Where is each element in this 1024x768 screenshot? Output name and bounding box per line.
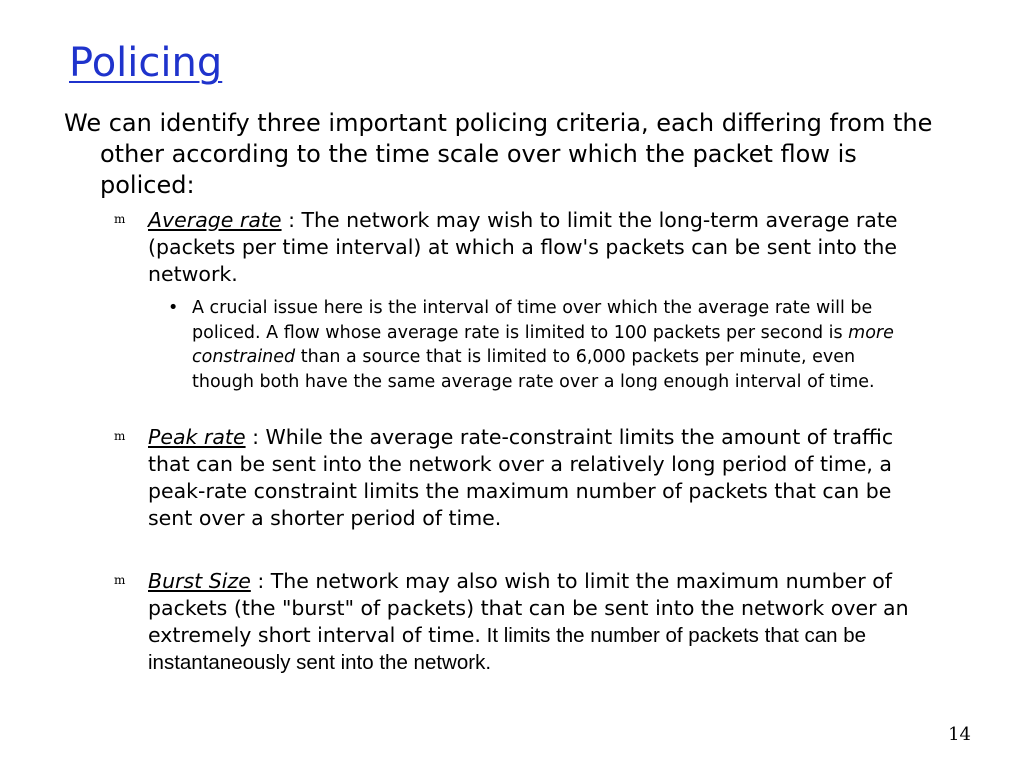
intro-paragraph: We can identify three important policing criteria, each differing from the other according to the time scale over which the packet flow is policed: bbox=[64, 109, 933, 199]
sub-bullet-text-post: than a source that is limited to 6,000 packets per minute, even though both have the same average rate over a long enough interval of time. bbox=[192, 347, 875, 392]
burst-size-description-tail: It limits the number of packets that can be instantaneously sent into the network. bbox=[148, 624, 867, 674]
bullet-marker: m bbox=[114, 212, 126, 226]
criterion-average-rate bbox=[114, 207, 918, 288]
bullet-marker: m bbox=[114, 573, 126, 587]
sub-bullet-text-pre: A crucial issue here is the interval of time over which the average rate will be policed. A flow whose average rate is limited to 100 packets per second is bbox=[192, 298, 873, 343]
slide-title: Policing bbox=[69, 40, 223, 86]
criterion-peak-rate bbox=[114, 424, 918, 532]
sub-bullet-marker: • bbox=[168, 298, 179, 318]
sub-bullet-emphasis: more constrained bbox=[192, 322, 894, 367]
average-rate-description: : The network may wish to limit the long-term average rate (packets per time interval) at which a flow's packets can be sent into the network. bbox=[148, 208, 898, 286]
sub-bullet-average-rate bbox=[168, 296, 907, 394]
term-peak-rate: Peak rate bbox=[148, 425, 246, 449]
term-burst-size: Burst Size bbox=[148, 569, 251, 593]
term-average-rate: Average rate bbox=[148, 208, 282, 232]
page-number: 14 bbox=[948, 724, 971, 745]
criterion-burst-size bbox=[114, 568, 918, 676]
bullet-marker: m bbox=[114, 429, 126, 443]
peak-rate-description: : While the average rate-constraint limits the amount of traffic that can be sent into the network over a relatively long period of time, a peak-rate constraint limits the maximum number of packets that can be sent over a shorter period of time. bbox=[148, 425, 894, 530]
burst-size-description: : The network may also wish to limit the maximum number of packets (the "burst" of packets) that can be sent into the network over an extremely short interval of time. bbox=[148, 569, 909, 647]
